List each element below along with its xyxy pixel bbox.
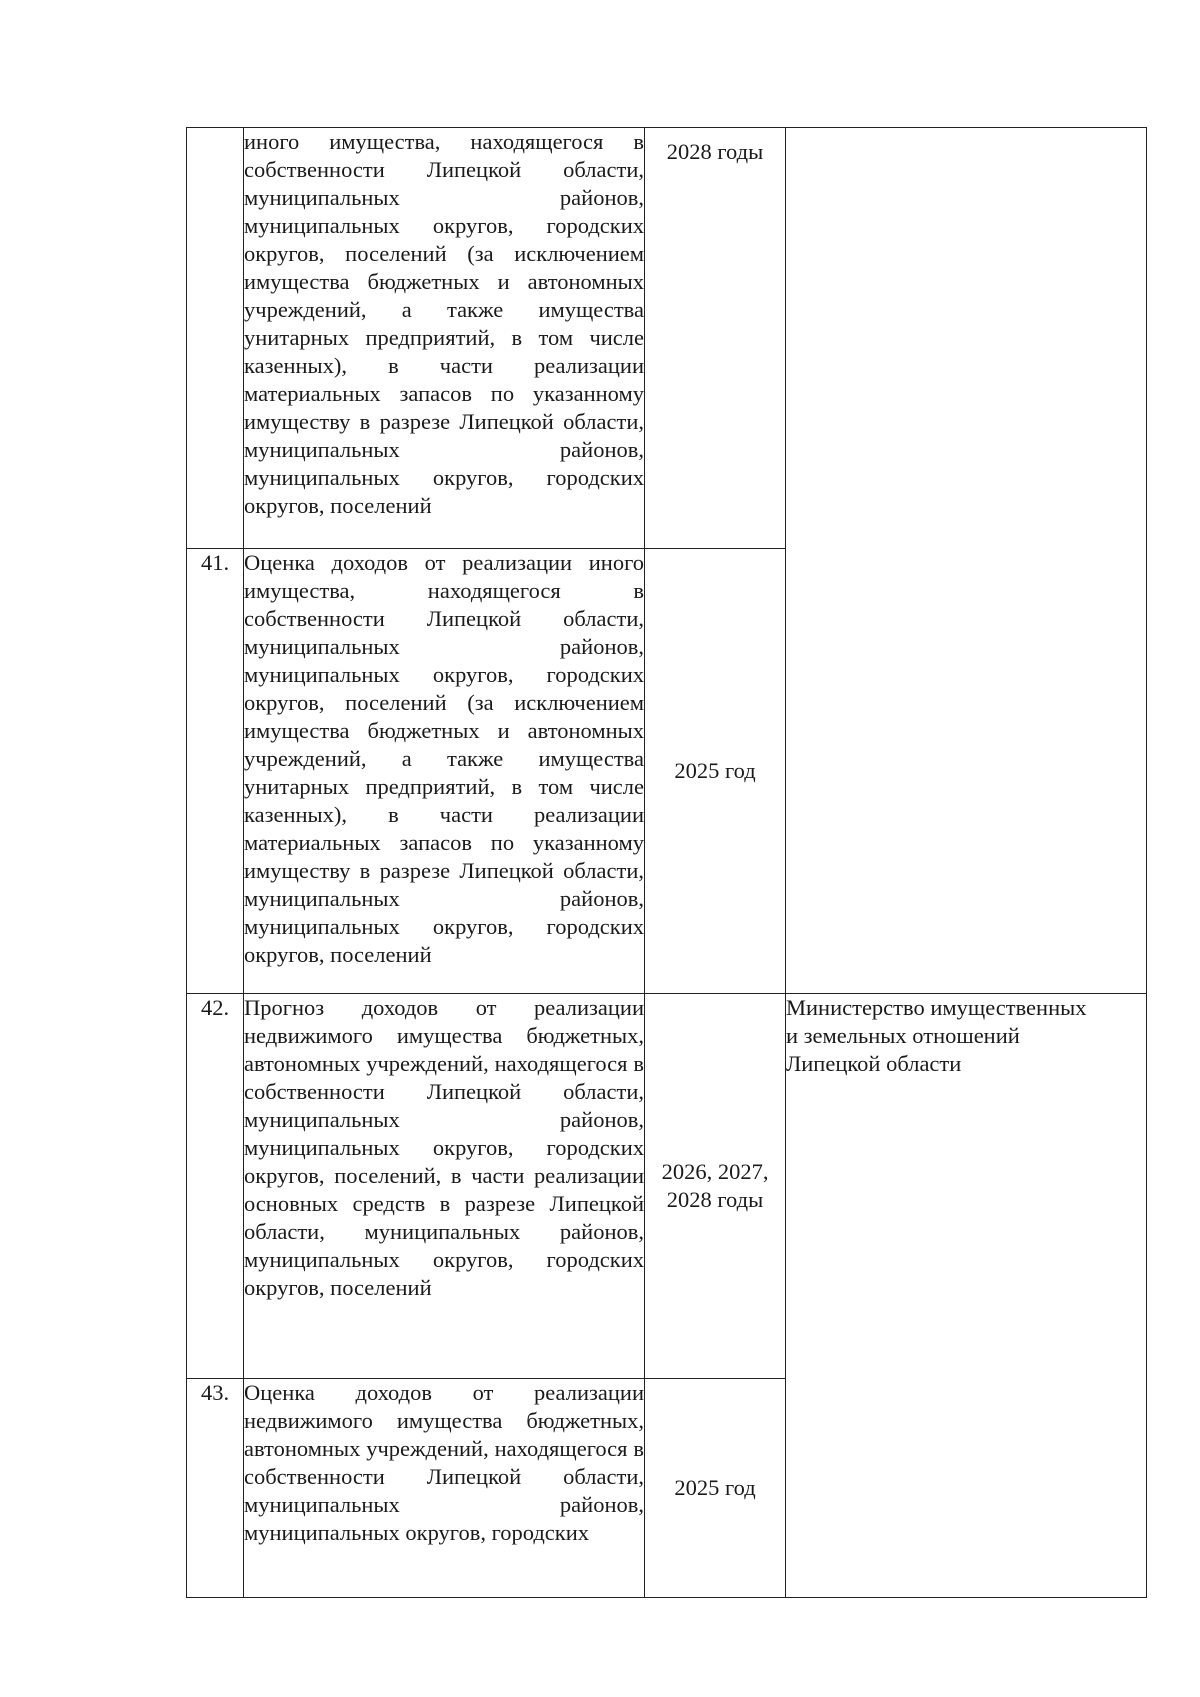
row-number	[187, 128, 244, 549]
responsible-organization	[786, 994, 1146, 1078]
row-term-line: 2028 годы	[666, 1187, 764, 1212]
row-term: 2028 годы	[645, 128, 786, 549]
responsible-line: и земельных отношений	[786, 1023, 1020, 1048]
responsible-cell	[786, 994, 1147, 1598]
row-term: 2025 год	[645, 1379, 786, 1598]
row-number: 43.	[187, 1379, 244, 1598]
row-name: иного имущества, находящегося в собственности Липецкой области, муниципальных районов, муниципальных округов, городских округов, поселений (за исключением имущества бюджетных и автономных учреждений, а также имущества унитарных предприятий, в том числе казенных), в части реализации материальных запасов по указанному имуществу в разрезе Липецкой области, муниципальных районов, муниципальных округов, городских округов, поселений	[244, 128, 645, 549]
row-name: Оценка доходов от реализации иного имущества, находящегося в собственности Липецкой области, муниципальных районов, муниципальных округов, городских округов, поселений (за исключением имущества бюджетных и автономных учреждений, а также имущества унитарных предприятий, в том числе казенных), в части реализации материальных запасов по указанному имуществу в разрезе Липецкой области, муниципальных районов, муниципальных округов, городских округов, поселений	[244, 549, 645, 994]
row-name: Прогноз доходов от реализации недвижимого имущества бюджетных, автономных учреждений, находящегося в собственности Липецкой области, муниципальных районов, муниципальных округов, городских округов, поселений, в части реализации основных средств в разрезе Липецкой области, муниципальных районов, муниципальных округов, городских округов, поселений	[244, 994, 645, 1379]
row-term-line: 2026, 2027,	[661, 1159, 769, 1184]
responsible-line: Министерство имущественных	[786, 995, 1087, 1020]
row-term: 2025 год	[645, 549, 786, 994]
table-row	[187, 994, 1147, 1379]
plan-table	[186, 127, 1147, 1598]
responsible-line: Липецкой области	[786, 1051, 962, 1076]
row-name: Оценка доходов от реализации недвижимого имущества бюджетных, автономных учреждений, находящегося в собственности Липецкой области, муниципальных районов, муниципальных округов, городских	[244, 1379, 645, 1598]
table-row	[187, 128, 1147, 549]
row-number: 42.	[187, 994, 244, 1379]
responsible-cell-empty	[786, 128, 1147, 994]
row-term	[645, 994, 786, 1379]
row-number: 41.	[187, 549, 244, 994]
